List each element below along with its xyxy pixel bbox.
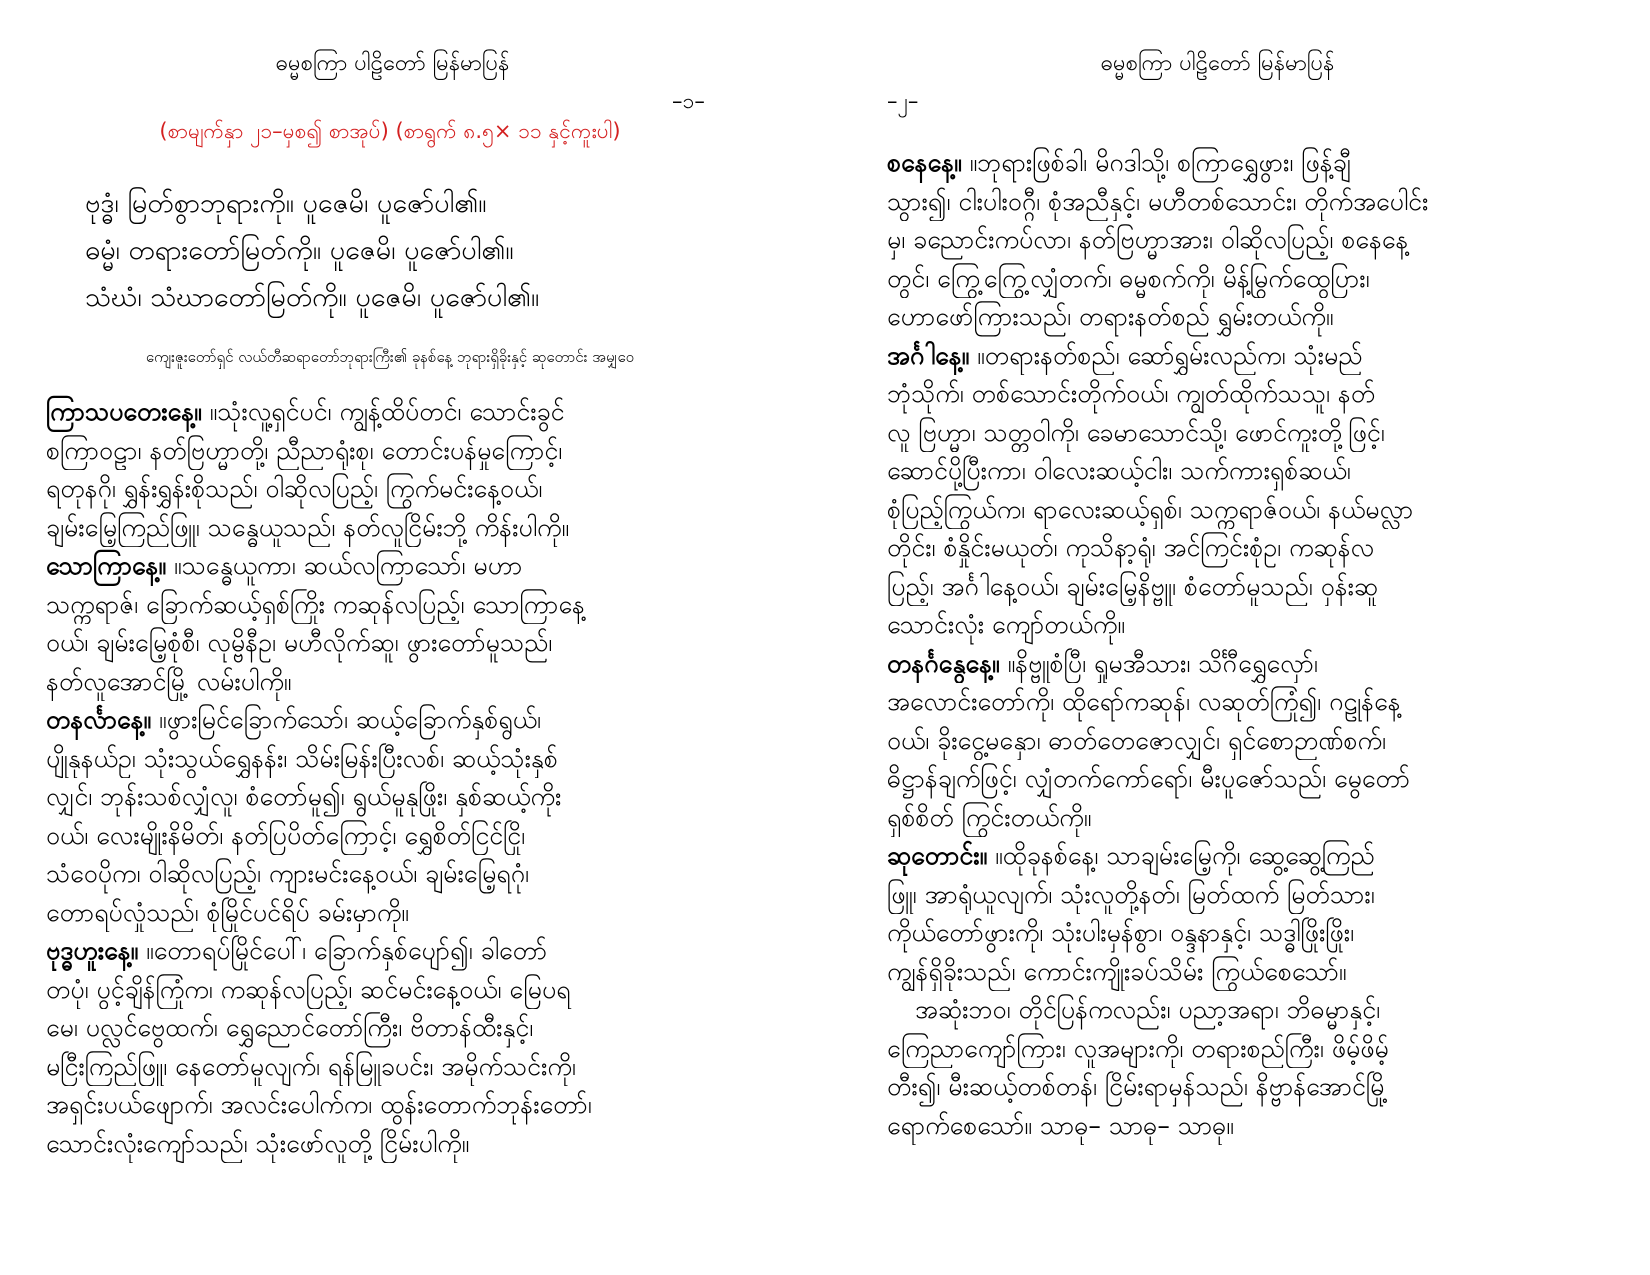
line-text: ကျွန်ရှိခိုးသည်၊ ကောင်းကျိုးခပ်သိမ်း ကြွယ်စေသော်။ [887, 956, 1347, 986]
text-line [887, 1030, 1549, 1069]
text-line [887, 914, 1549, 953]
text-line [46, 855, 706, 894]
text-line [887, 491, 1549, 530]
text-line [887, 991, 1549, 1030]
day-heading: ကြာသပတေးနေ့။ [46, 397, 202, 426]
text-line [46, 932, 706, 971]
day-heading: စနေနေ့။ [887, 148, 962, 177]
line-text: မေ၊ ပလ္လင်ဗွေထက်၊ ရွှေညောင်တော်ကြီး၊ ဗိတာန်ထီးနှင့်၊ [46, 1013, 534, 1042]
text-line [887, 837, 1549, 876]
line-text: ကြေညာကျော်ကြား၊ လူအများကို၊ တရားစည်ကြီး၊ ဖိမ့်ဖိမ့် [887, 1033, 1389, 1063]
line-text: ဝယ်၊ ချမ်းမြေ့စုံစီ၊ လုမ္ဗိနီဥ၊ မဟီလိုက်ဆူ၊ ဖွားတော်မူသည်၊ [46, 628, 553, 657]
line-text: တီး၍၊ မီးဆယ့်တစ်တန်၊ ငြိမ်းရာမှန်သည်၊ နိဗ္ဗာန်အောင်မြို့ [887, 1072, 1389, 1101]
text-line [887, 953, 1549, 992]
line-text: စုံပြည့်ကြွယ်က၊ ရာလေးဆယ့်ရှစ်၊ သက္ကရာဇ်ဝယ်၊ နယ်မလ္လာ [887, 494, 1414, 524]
line-text: ။သုံးလူ့ရှင်ပင်၊ ကျွန့်ထိပ်တင်၊ သောင်းခွင် [201, 397, 565, 426]
line-text: ဓိဋ္ဌာန်ချက်ဖြင့်၊ လျှံတက်ကော်ရော်၊ မီးပူဇော်သည်၊ မွေတော် [887, 764, 1411, 793]
line-text: သောင်းလုံး ကျော်တယ်ကို။ [887, 610, 1125, 639]
line-text: အရှင်းပယ်ဖျောက်၊ အလင်းပေါက်က၊ ထွန်းတောက်ဘုန်းတော်၊ [46, 1090, 592, 1119]
line-text: မငြီးကြည်ဖြူ၊ နေတော်မူလျက်၊ ရန်မြူခပင်း၊ အမိုက်သင်းကို၊ [46, 1051, 576, 1081]
text-line [46, 778, 706, 817]
line-text: တွင်၊ ကြွေ့ကြွေ့လျှံတက်၊ ဓမ္မစက်ကို၊ မိန့်မြွက်ထွေပြား၊ [887, 263, 1370, 293]
line-text: ။ထိုခုနစ်နေ့၊ သာချမ်းမြေ့ကို၊ ဆွေ့ဆွေ့ကြည် [987, 841, 1375, 870]
text-line [46, 470, 706, 509]
day-heading: တနင်္လာနေ့။ [46, 705, 152, 734]
line-text: ရှစ်စိတ် ကြွင်းတယ်ကို။ [887, 802, 1092, 832]
line-text: ။တရားနတ်စည်၊ ဆော်ရွှမ်းလည်က၊ သုံးမည် [969, 340, 1363, 370]
line-text: ။သန္ဓေယူကာ၊ ဆယ်လကြာသော်၊ မဟာ [166, 551, 523, 580]
line-text: ရောက်စေသော်။ သာဓု– သာဓု– သာဓု။ [887, 1110, 1234, 1140]
text-line [887, 183, 1549, 222]
red-subtitle: (စာမျက်နှာ ၂၁–မှစ၍ စာအုပ်) (စာရွက် ၈.၅× ၁၁ နှင့်ကူးပါ) [159, 119, 621, 143]
text-line [887, 1068, 1549, 1107]
text-line [887, 375, 1549, 414]
text-line [46, 817, 706, 856]
line-text: လူ ဗြဟ္မာ၊ သတ္တဝါကို၊ ခေမာသောင်သို့၊ ဖောင်ကူးတို့ဖြင့်၊ [887, 417, 1385, 447]
text-line [887, 452, 1549, 491]
running-header: ဓမ္မစကြာ ပါဠိတော် မြန်မာပြန် [275, 51, 510, 76]
text-line [887, 683, 1549, 722]
line-text: မှ၊ ခညောင်းကပ်လာ၊ နတ်ဗြဟ္မာအား၊ ဝါဆိုလပြည့်၊ စနေနေ့ [887, 225, 1409, 254]
text-line [887, 260, 1549, 299]
line-text: ဟောဖော်ကြားသည်၊ တရားနတ်စည် ရွှမ်းတယ်ကို။ [887, 302, 1334, 331]
line-text: ။ဖွားမြင်ခြောက်သော်၊ ဆယ့်ခြောက်နှစ်ရွယ်၊ [151, 705, 541, 734]
line-text: ။တောရပ်မြိုင်ပေါ်၊ ခြောက်နှစ်ပျော်၍၊ ခါတော် [138, 936, 548, 965]
line-text: တိုင်း၊ စံနှိုင်းမယုတ်၊ ကုသိနာ့ရုံ၊ အင်ကြင်းစုံဥ၊ ကဆုန်လ [887, 533, 1375, 562]
line-text: ဝယ်၊ ခိုးငွေ့မနှော၊ ဓာတ်တေဇောလျှင်၊ ရှင်စောဉာဏ်စက်၊ [887, 725, 1386, 755]
text-line [46, 1125, 706, 1164]
line-text: ဆောင်ပို့ပြီးကာ၊ ဝါလေးဆယ့်ငါး၊ သက်ကားရှစ်ဆယ်၊ [887, 456, 1351, 485]
day-heading: ဆုတောင်း။ [887, 841, 988, 870]
text-line [46, 432, 706, 471]
text-line [887, 337, 1549, 376]
line-text: ပြည့်၊ အင်္ဂါနေ့ဝယ်၊ ချမ်းမြေ့နိဗ္ဗူ၊ စံတော်မူသည်၊ ဝှန်းဆူ [887, 571, 1379, 601]
text-line [46, 393, 706, 432]
verse-buddha: ဗုဒ္ဓံ၊ မြတ်စွာဘုရားကို။ ပူဇေမိ၊ ပူဇော်ပါ၏။ [85, 188, 487, 219]
text-line [887, 722, 1549, 761]
running-header: ဓမ္မစကြာ ပါဠိတော် မြန်မာပြန် [1100, 51, 1335, 76]
text-line [46, 971, 706, 1010]
text-line [887, 298, 1549, 337]
day-heading: သောကြာနေ့။ [46, 551, 167, 580]
text-line [46, 663, 706, 702]
text-line [46, 624, 706, 663]
line-text: ဝယ်၊ လေးမျိုးနိမိတ်၊ နတ်ပြပိတ်ကြောင့်၊ ရွှေစိတ်ငြင်ငြို၊ [46, 820, 526, 850]
text-line [887, 529, 1549, 568]
text-line [46, 740, 706, 779]
day-heading: ဗုဒ္ဓဟူးနေ့။ [46, 936, 139, 965]
page-number: –၂– [887, 89, 919, 113]
text-line [887, 221, 1549, 260]
line-text: ရတုနဂို၊ ရွှန်းရွှန်းစိုသည်၊ ဝါဆိုလပြည့်၊ ကြွက်မင်းနေ့ဝယ်၊ [46, 474, 543, 503]
section-note: ကျေးဇူးတော်ရှင် လယ်တီဆရာတော်ဘုရားကြီး၏ ခုနစ်နေ့ ဘုရားရှိခိုးနှင့် ဆုတောင်း အမျှဝေ [145, 348, 635, 366]
right-page [825, 0, 1650, 1275]
line-text: အလောင်းတော်ကို၊ ထိုရော်ကဆုန်၊ လဆုတ်ကြုံ၍၊ ဂဠုန်နေ့ [887, 687, 1401, 716]
day-heading: အင်္ဂါနေ့။ [887, 340, 970, 370]
text-line [887, 799, 1549, 838]
line-text: ။နိဗ္ဗူစံပြီ၊ ရှုမအီသား၊ သိင်္ဂီရွှေလှော်၊ [999, 648, 1318, 678]
text-line [887, 568, 1549, 607]
text-line [46, 509, 706, 548]
line-text: စကြာဝဠာ၊ နတ်ဗြဟ္မာတို့၊ ညီညာရုံးစု၊ တောင်းပန်မှုကြောင့်၊ [46, 435, 563, 465]
line-text: သောင်းလုံးကျော်သည်၊ သုံးဖော်လူတို့ ငြိမ်းပါကို။ [46, 1128, 470, 1158]
text-line [887, 606, 1549, 645]
line-text: လျှင်၊ ဘုန်းသစ်လျှံလူ၊ စံတော်မူ၍၊ ရွယ်မူနုဖြိုး၊ နှစ်ဆယ့်ကိုး [46, 782, 562, 811]
text-line [46, 894, 706, 933]
line-text: ။ဘုရားဖြစ်ခါ၊ မိဂဒါသို့၊ စကြာရွှေဖွား၊ ဖြန့်ချီ [961, 148, 1351, 177]
verse-dhamma: ဓမ္မံ၊ တရားတော်မြတ်ကို။ ပူဇေမိ၊ ပူဇော်ပါ၏။ [85, 235, 514, 266]
line-text: ချမ်းမြေ့ကြည်ဖြူ၊ သန္ဓေယူသည်၊ နတ်လူငြိမ်းဘို့ ကိန်းပါကို။ [46, 512, 570, 542]
text-line [887, 760, 1549, 799]
text-line [46, 1009, 706, 1048]
text-line [46, 547, 706, 586]
line-text: ပျိုနုနယ်ဥ၊ သုံးသွယ်ရွှေနန်း၊ သိမ်းမြန်းပြီးလစ်၊ ဆယ့်သုံးနှစ် [46, 743, 558, 773]
day-heading: တနင်္ဂနွေနေ့။ [887, 648, 1000, 678]
line-text: နတ်လူအောင်မြို့ လမ်းပါကို။ [46, 666, 292, 696]
text-line [887, 645, 1549, 684]
text-line [46, 701, 706, 740]
text-line [46, 1086, 706, 1125]
line-text: ကိုယ်တော်ဖွားကို၊ သုံးပါးမှန်စွာ၊ ဝန္ဒနာနှင့်၊ သဒ္ဓါဖြိုးဖြိုး၊ [887, 918, 1355, 947]
page-number: –၁– [672, 89, 705, 113]
line-text: ဖြူ၊ အာရုံယူလျက်၊ သုံးလူတို့နတ်၊ မြတ်ထက် မြတ်သား၊ [887, 879, 1375, 909]
text-line [887, 144, 1549, 183]
line-text: သံဝေပိုက၊ ဝါဆိုလပြည့်၊ ကျားမင်းနေ့ဝယ်၊ ချမ်းမြေ့ရဂုံ၊ [46, 859, 529, 888]
line-text: သက္ကရာဇ်၊ ခြောက်ဆယ့်ရှစ်ကြိုး ကဆုန်လပြည့်၊ သောကြာနေ့ [46, 589, 585, 619]
body-text [46, 393, 706, 1163]
text-line [46, 586, 706, 625]
line-text: အဆုံးဘဝ၊ တိုင်ပြန်ကလည်း၊ ပညာ့အရာ၊ ဘိဓမ္မာနှင့်၊ [915, 995, 1381, 1024]
line-text: ဘုံသိုက်၊ တစ်သောင်းတိုက်ဝယ်၊ ကျွတ်ထိုက်သသူ၊ နတ် [887, 379, 1376, 408]
text-line [46, 1048, 706, 1087]
verse-sangha: သံဃံ၊ သံဃာတော်မြတ်ကို။ ပူဇေမိ၊ ပူဇော်ပါ၏။ [85, 282, 540, 313]
body-text [887, 144, 1549, 1145]
text-line [887, 1107, 1549, 1146]
line-text: တပုံ၊ ပွင့်ချိန်ကြုံက၊ ကဆုန်လပြည့်၊ ဆင်မင်းနေ့ဝယ်၊ မြေပရ [46, 974, 571, 1004]
text-line [887, 414, 1549, 453]
line-text: သွား၍၊ ငါးပါးဝဂ္ဂီ၊ စုံအညီနှင့်၊ မဟီတစ်သောင်း၊ တိုက်အပေါင်း [887, 186, 1429, 216]
text-line [887, 876, 1549, 915]
line-text: တောရပ်လှုံသည်၊ စုံမြိုင်ပင်ရိပ် ခမ်းမှာကို။ [46, 897, 409, 927]
